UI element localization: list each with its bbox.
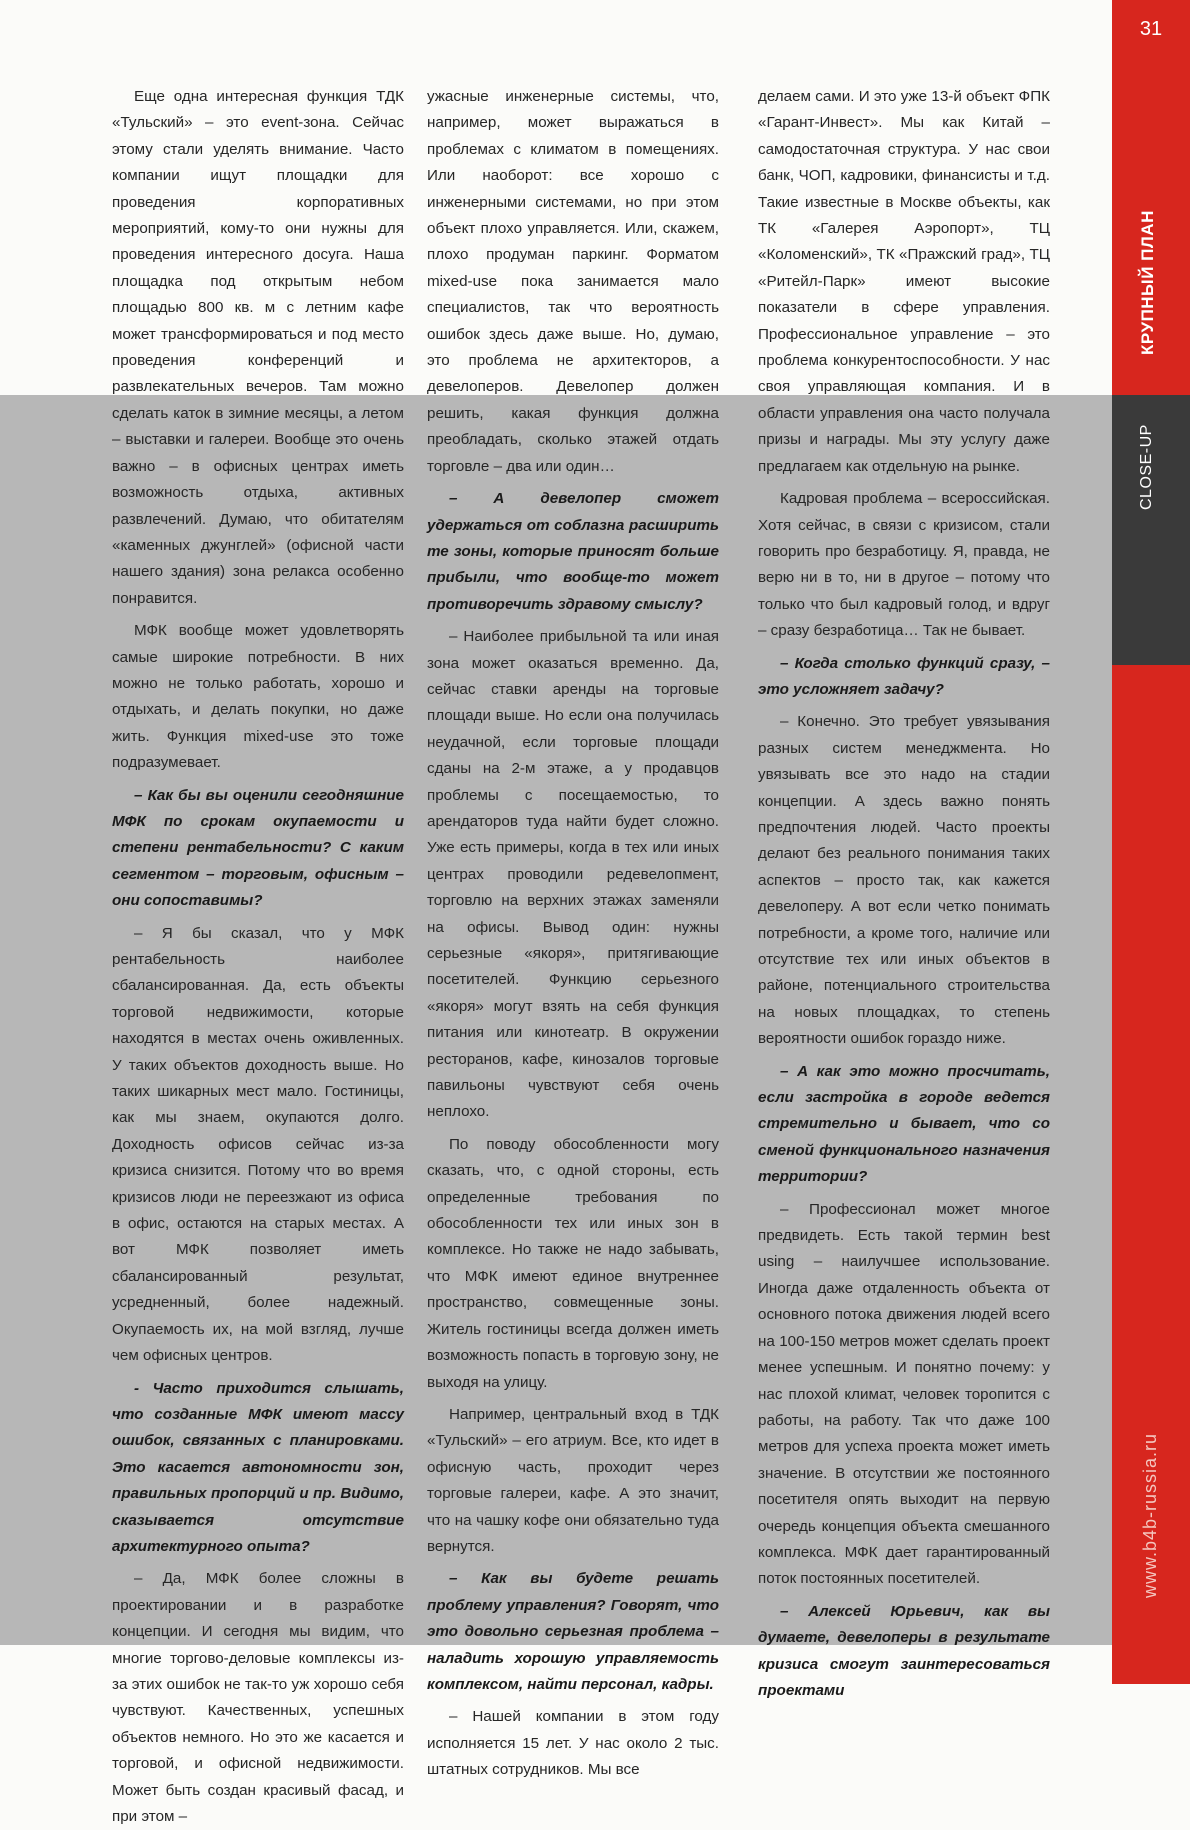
article-paragraph: Кадровая проблема – всероссийская. Хотя сейчас, в связи с кризисом, стали говорить про безработицу. Я, правда, не верю ни в то, ни в другое – потому что только что был кадровый голод, и вдруг – сразу безработица… Так не бывает.: [758, 490, 1050, 640]
article-paragraph: – Я бы сказал, что у МФК рентабельность наиболее сбалансированная. Да, есть объекты торговой недвижимости, которые находятся в местах очень оживленных. У таких объектов доходность выше. Но таких шикарных мест мало. Гостиницы, как мы знаем, окупаются долго. Доходность офисов сейчас из-за кризиса снизится. Потому что во время кризисов люди не переезжают из офиса в офис, остаются на старых местах. А вот МФК позволяет иметь сбалансированный результат, усредненный, более надежный. Окупаемость их, на мой взгляд, лучше чем офисных центров.: [112, 924, 404, 1365]
interview-question: – А как это можно просчитать, если застройка в городе ведется стремительно и бывает, что со сменой функционального назначения территории?: [758, 1062, 1050, 1186]
article-paragraph: ужасные инженерные системы, что, например, может выражаться в проблемах с климатом в помещениях. Или наоборот: все хорошо с инженерными системами, но при этом объект плохо управляется. Или, скажем, плохо продуман паркинг. Форматом mixed-use пока занимается мало специалистов, так что вероятность ошибок здесь даже выше. Но, думаю, это проблема не архитекторов, а девелоперов. Девелопер должен решить, какая функция должна преобладать, сколько этажей отдать торговле – два или один…: [427, 88, 719, 475]
page-number: 31: [1139, 18, 1163, 40]
article-paragraph: – Наиболее прибыльной та или иная зона может оказаться временно. Да, сейчас ставки аренды на торговые площади выше. Но если она получилась неудачной, если торговые площади сданы на 2-м этаже, а у продавцов проблемы с посещаемостью, то арендаторов туда найти будет сложно. Уже есть примеры, когда в тех или иных центрах проводили редевелопмент, торговлю на верхних этажах заменяли на офисы. Вывод один: нужны серьезные «якоря», притягивающие посетителей. Функцию серьезного «якоря» могут взять на себя функция питания или кинотеатр. В окружении ресторанов, кафе, кинозалов торговые павильоны чувствуют себя очень неплохо.: [427, 628, 719, 1121]
article-paragraph: Например, центральный вход в ТДК «Тульский» – его атриум. Все, кто идет в офисную часть, проходит через торговые галереи, кафе. А это значит, что на чашку кофе они обязательно туда вернутся.: [427, 1405, 719, 1555]
article-paragraph: По поводу обособленности могу сказать, что, с одной стороны, есть определенные требования по обособленности тех или иных зон в комплексе. Но также не надо забывать, что МФК имеют единое внутреннее пространство, совмещенные зоны. Житель гостиницы всегда должен иметь возможность попасть в торговую зону, не выходя на улицу.: [427, 1135, 719, 1391]
article-paragraph: Еще одна интересная функция ТДК «Тульский» – это event-зона. Сейчас этому стали уделять внимание. Часто компании ищут площадки для проведения корпоративных мероприятий, кому-то они нужны для проведения интересного досуга. Наша площадка под открытым небом площадью 800 кв. м с летним кафе может трансформироваться и под место проведения конференций и развлекательных вечеров. Там можно сделать каток в зимние месяцы, а летом – выставки и галереи. Вообще это очень важно – в офисных центрах иметь возможность отдыха, активных развлечений. Думаю, что обитателям «каменных джунглей» (офисной части нашего здания) зона релакса особенно понравится.: [112, 88, 404, 607]
article-column-2: [427, 84, 719, 1784]
article-paragraph: – Профессионал может многое предвидеть. Есть такой термин best using – наилучшее использование. Иногда даже отдаленность объекта от основного потока движения людей всего на 100-150 метров может сделать проект менее успешным. И понятно почему: у нас плохой климат, человек торопится с работы, на работу. Так что даже 100 метров для успеха проекта может иметь значение. В отсутствии же постоянного посетителя опять выходит на первую очередь концепция объекта смешанного комплекса. МФК дает гарантированный поток постоянных посетителей.: [758, 1200, 1050, 1588]
article-column-1: [112, 84, 404, 1830]
article-paragraph: МФК вообще может удовлетворять самые широкие потребности. В них можно не только работать, хорошо и отдыхать, и делать покупки, но даже жить. Функция mixed-use это тоже подразумевает.: [112, 622, 404, 772]
interview-question: – Алексей Юрьевич, как вы думаете, девелоперы в результате кризиса смогут заинтересоваться проектами: [758, 1602, 1050, 1699]
interview-question: – А девелопер сможет удержаться от соблазна расширить те зоны, которые приносят больше прибыли, что вообще-то может противоречить здравому смыслу?: [427, 490, 719, 613]
article-paragraph: – Конечно. Это требует увязывания разных систем менеджмента. Но увязывать все это надо на стадии концепции. А здесь важно понять предпочтения людей. Часто проекты делают без реального понимания таких аспектов – просто так, как кажется девелоперу. А вот если четко понимать потребности, а кроме того, наличие или отсутствие тех или иных объектов в районе, потенциального строительства на новых площадках, то степень вероятности ошибок гораздо ниже.: [758, 713, 1050, 1048]
article-paragraph: – Нашей компании в этом году исполняется 15 лет. У нас около 2 тыс. штатных сотрудников. Мы все: [427, 1708, 719, 1779]
article-paragraph: – Да, МФК более сложны в проектировании и в разработке концепции. И сегодня мы видим, что многие торгово-деловые комплексы из-за этих ошибок не так-то уж хорошо себя чувствуют. Качественных, успешных объектов немного. Но это же касается и торговой, и офисной недвижимости. Может быть создан красивый фасад, и при этом –: [112, 1570, 404, 1825]
close-up-label: CLOSE-UP: [1138, 424, 1155, 510]
interview-question: – Как вы будете решать проблему управления? Говорят, что это довольно серьезная проблема – наладить хорошую управляемость комплексом, найти персонал, кадры.: [427, 1570, 719, 1693]
interview-question: – Как бы вы оценили сегодняшние МФК по срокам окупаемости и степени рентабельности? С каким сегментом – торговым, офисным – они сопоставимы?: [112, 786, 404, 910]
interview-question: – Когда столько функций сразу, – это усложняет задачу?: [758, 654, 1050, 698]
section-title: КРУПНЫЙ ПЛАН: [1138, 210, 1157, 355]
article-column-3: [758, 84, 1050, 1704]
article-paragraph: делаем сами. И это уже 13-й объект ФПК «Гарант-Инвест». Мы как Китай – самодостаточная структура. У нас свои банк, ЧОП, кадровики, финансисты и т.д. Такие известные в Москве объекты, как ТК «Галерея Аэропорт», ТЦ «Коломенский», ТК «Пражский град», ТЦ «Ритейл-Парк» имеют высокие показатели в сфере управления. Профессиональное управление – это проблема конкурентоспособности. У нас своя управляющая компания. И в области управления она часто получала призы и награды. Мы эту услугу даже предлагаем как отдельную на рынке.: [758, 88, 1050, 475]
website-url: www.b4b-russia.ru: [1140, 1432, 1160, 1598]
interview-question: - Часто приходится слышать, что созданные МФК имеют массу ошибок, связанных с планировками. Это касается автономности зон, правильных пропорций и пр. Видимо, сказывается отсутствие архитектурного опыта?: [112, 1379, 404, 1555]
